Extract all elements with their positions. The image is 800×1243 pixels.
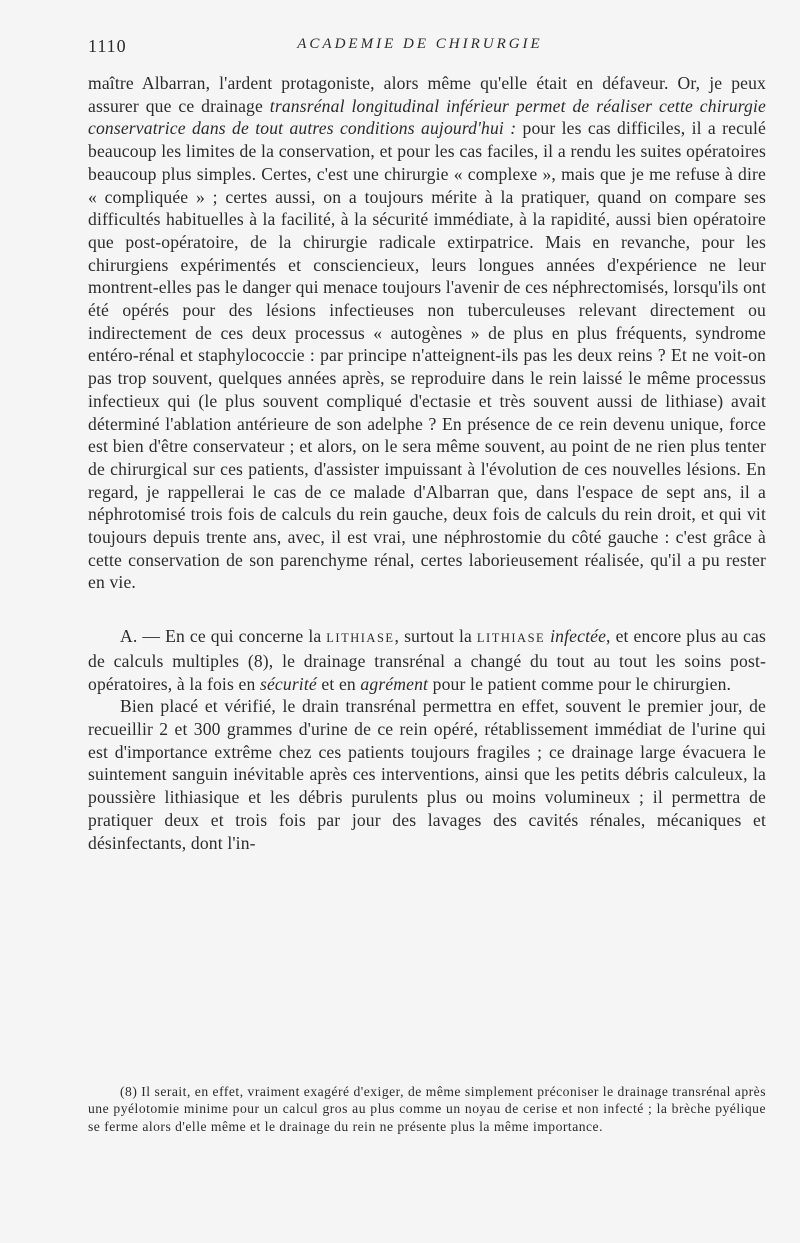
text-run: A. — En ce qui concerne la xyxy=(120,626,327,647)
footnote: (8) Il serait, en effet, vraiment exagéré d'exiger, de même simplement préconiser le drainage transrénal après une pyélotomie minime pour un calcul gros au plus comme un noyau de cerise et non infecté ; la brèche pyélique se ferme alors d'elle même et le drainage du rein ne présente plus la même importance. xyxy=(88,1084,766,1134)
text-run: , surtout la xyxy=(394,626,477,647)
italic-text: agrément xyxy=(360,673,429,694)
small-caps-text: LITHIASE xyxy=(326,631,395,646)
paragraph xyxy=(88,625,766,695)
paragraph: Bien placé et vérifié, le drain transrénal permettra en effet, souvent le premier jour, de recueillir 2 et 300 grammes d'urine de ce rein opéré, rétablissement immédiat de l'urine qui est d'importance extrême chez ces patients toujours fragiles ; ce drainage large évacuera le suintement sanguin inévitable après ces interventions, ainsi que les petits débris calculeux, la poussière lithiasique et les débris purulents plus ou moins volumineux ; il permettra de pratiquer deux et trois fois par jour des lavages des cavités rénales, mécaniques et désinfectants, dont l'in- xyxy=(88,696,766,853)
text-run: pour les cas difficiles, il a reculé beaucoup les limites de la conservation, et pour les cas faciles, il a rendu les suites opératoires beaucoup plus simples. Certes, c'est une chirurgie « complexe », mais que je me refuse à dire « compliquée » ; certes aussi, on a toujours mérite à la pratiquer, quand on compare ses difficultés habituelles à la facilité, à la sécurité immédiate, à la rapidité, aussi bien opératoire que post-opératoire, de la chirurgie radicale extirpatrice. Mais en revanche, pour les chirurgiens expérimentés et consciencieux, leurs longues années d'expérience ne leur montrent-elles pas le danger qui menace toujours l'avenir de ces néphrectomisés, lorsqu'ils ont été opérés pour des lésions infectieuses non tuberculeuses relevant directement ou indirectement de ces deux processus « autogènes » de plus en plus fréquents, syndrome entéro-rénal et staphylococcie : par principe n'atteignent-ils pas les deux reins ? Et ne voit-on pas trop souvent, quelques années après, se reproduire dans le rein laissé le même processus infectieux qui (le plus souvent compliqué d'ectasie et très souvent aussi de lithiase) avait déterminé l'ablation antérieure de son adelphe ? En présence de ce rein devenu unique, force est bien d'être conservateur ; et alors, on le sera même souvent, au point de ne rien plus tenter de chirurgical sur ces patients, d'assister impuissant à l'évolution de ces nouvelles lésions. En regard, je rappellerai le cas de ce malade d'Albarran que, dans l'espace de sept ans, il a néphrotomisé trois fois de calculs du rein gauche, deux fois de calculs du rein droit, et qui vit toujours depuis trente ans, avec, il est vrai, une néphrostomie du côté gauche : c'est grâce à cette conservation de son parenchyme rénal, certes laborieusement réalisée, qu'il a pu rester en vie. xyxy=(88,118,766,593)
italic-text: transrénal longitudinal inférieur permet de réaliser cette chirurgie conservatrice dans de tout autres conditions aujourd'hui : xyxy=(88,95,766,139)
text-run: maître Albarran, l'ardent protagoniste, alors même qu'elle était en défaveur. Or, je peux assurer que ce drainage xyxy=(88,73,766,116)
body-text xyxy=(88,72,766,854)
running-title: ACADEMIE DE CHIRURGIE xyxy=(297,36,543,52)
small-caps-text: LITHIASE xyxy=(476,631,546,646)
paragraph xyxy=(88,72,766,594)
italic-text: sécurité xyxy=(259,673,317,694)
text-run: , et encore plus au cas de calculs multiples (8), le drainage transrénal a changé du tout au tout les soins post-opératoires, à la fois en xyxy=(88,626,766,694)
italic-text: infectée xyxy=(550,626,607,647)
text-run: pour le patient comme pour le chirurgien. xyxy=(428,673,732,694)
text-run: et en xyxy=(316,673,361,694)
page-number: 1110 xyxy=(88,36,127,56)
